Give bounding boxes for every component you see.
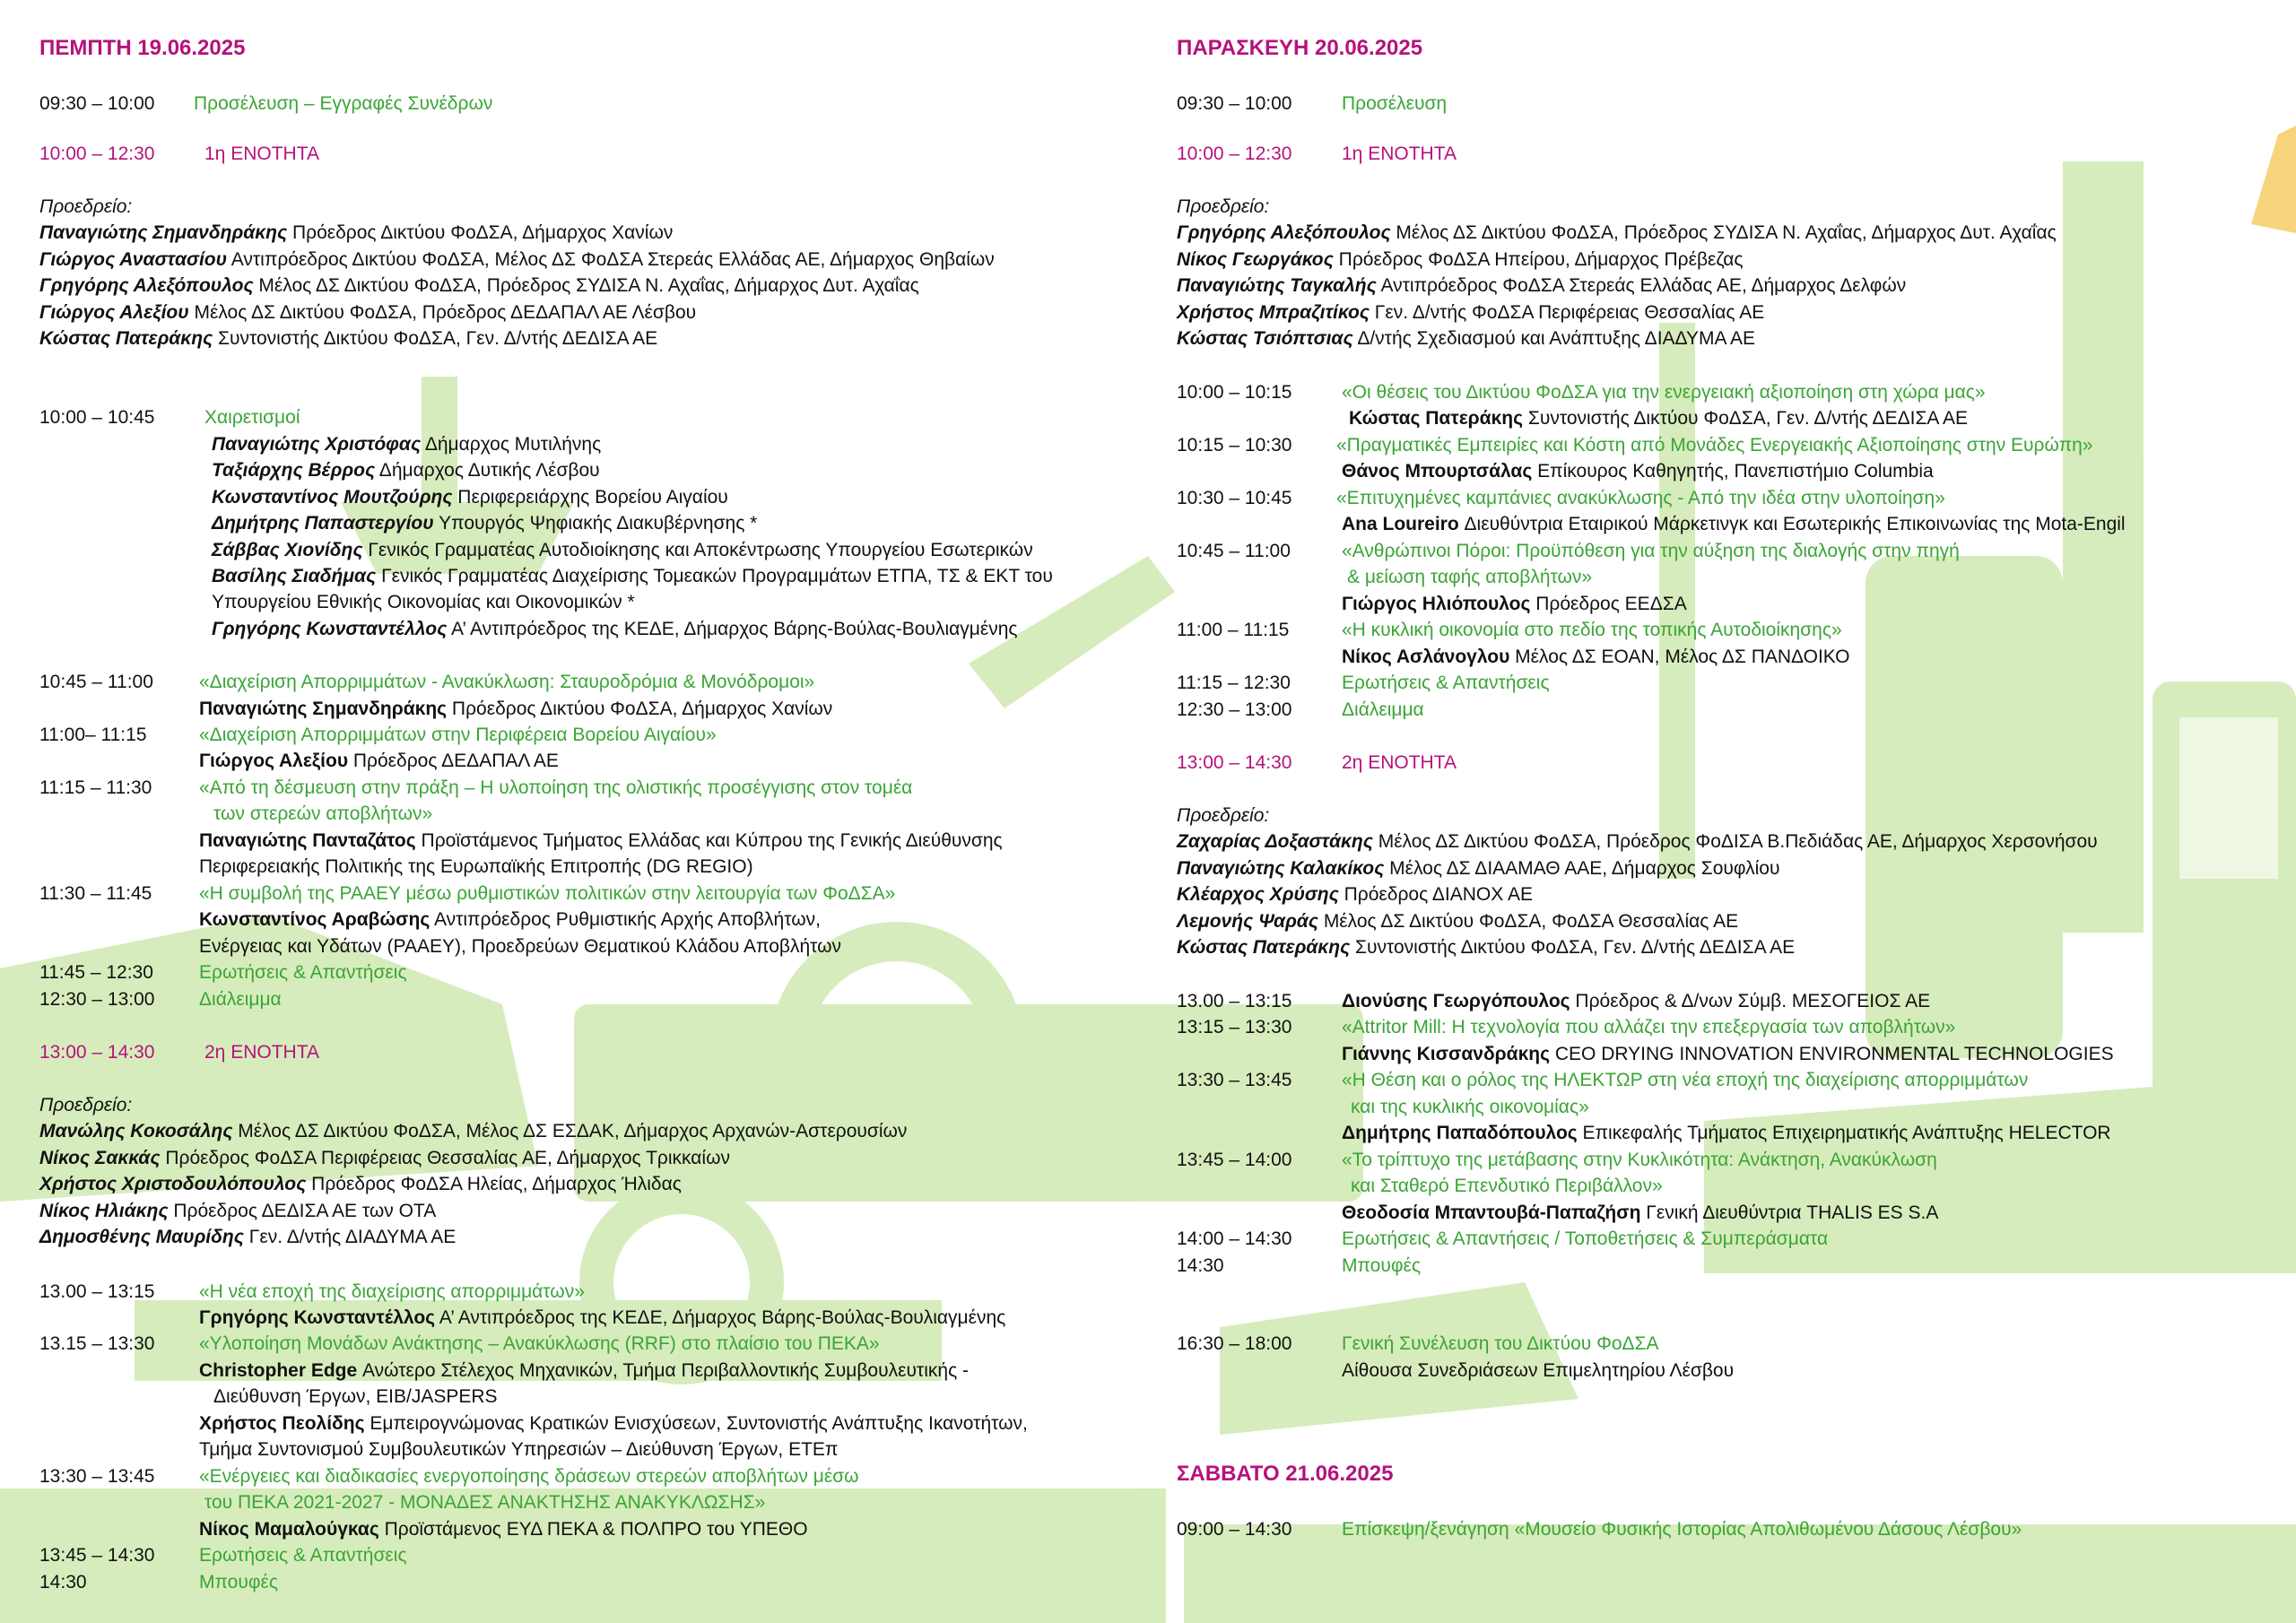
person-line: Λεμονής Ψαράς Μέλος ΔΣ Δικτύου ΦοΔΣΑ, ΦοΔΣΑ Θεσσαλίας ΑΕ: [1177, 911, 1739, 932]
session-row: [39, 1039, 319, 1065]
program-row: [39, 986, 282, 1012]
time: 16:30 – 18:00: [1177, 1333, 1292, 1354]
person-line: Γρηγόρης Κωνσταντέλλος Α’ Αντιπρόεδρος της ΚΕΔΕ, Δήμαρχος Βάρης-Βούλας-Βουλιαγμένης: [212, 619, 1018, 639]
person-line: Δημοσθένης Μαυρίδης Γεν. Δ/ντής ΔΙΑΔΥΜΑ ΑΕ: [39, 1227, 457, 1247]
session-title: 2η ΕΝΟΤΗΤΑ: [1342, 752, 1457, 773]
presidium-label: Προεδρείο:: [39, 1095, 133, 1115]
time: 13:30 – 13:45: [39, 1466, 155, 1487]
presidium-label: Προεδρείο:: [1177, 196, 1270, 217]
speaker-line: Νίκος Μαμαλούγκας Προϊστάμενος ΕΥΔ ΠΕΚΑ & ΠΟΛΠΡΟ του ΥΠΕΘΟ: [199, 1519, 808, 1540]
speaker-line: Θεοδοσία Μπαντουβά-Παπαζήση Γενική Διευθύντρια THALIS ES S.A: [1342, 1202, 1939, 1223]
time: 12:30 – 13:00: [1177, 699, 1292, 720]
session-title: Γενική Συνέλευση του Δικτύου ΦοΔΣΑ: [1342, 1333, 1659, 1354]
talk-title: «Επιτυχημένες καμπάνιες ανακύκλωσης - Από την ιδέα στην υλοποίηση»: [1336, 488, 1945, 508]
time: 11:15 – 12:30: [1177, 673, 1291, 693]
session-title: Διάλειμμα: [199, 989, 282, 1010]
speaker-line: Γρηγόρης Κωνσταντέλλος Α’ Αντιπρόεδρος της ΚΕΔΕ, Δήμαρχος Βάρης-Βούλας-Βουλιαγμένης: [199, 1307, 1006, 1328]
program-row: [1177, 670, 1550, 696]
person-line: Χρήστος Χριστοδουλόπουλος Πρόεδρος ΦοΔΣΑ Ηλείας, Δήμαρχος Ήλιδας: [39, 1174, 682, 1194]
talk-row: [1177, 1147, 1937, 1173]
talk-title: «Attritor Mill: Η τεχνολογία που αλλάζει την επεξεργασία των αποβλήτων»: [1342, 1017, 1956, 1037]
session-title: Ερωτήσεις & Απαντήσεις: [199, 962, 407, 983]
talk-row: [39, 1279, 585, 1305]
time: 14:30: [1177, 1255, 1224, 1276]
session-title: Προσέλευση – Εγγραφές Συνέδρων: [194, 93, 493, 114]
speaker-line: Γιώργος Αλεξίου Πρόεδρος ΔΕΔΑΠΑΛ ΑΕ: [199, 751, 559, 771]
person-line: Ταξιάρχης Βέρρος Δήμαρχος Δυτικής Λέσβου: [212, 460, 600, 481]
talk-row: [39, 881, 895, 907]
talk-title-cont: των στερεών αποβλήτων»: [213, 803, 433, 824]
time: 11:30 – 11:45: [39, 883, 152, 904]
speaker-line-cont: Περιφερειακής Πολιτικής της Ευρωπαϊκής Επιτροπής (DG REGIO): [199, 856, 753, 877]
time: 10:00 – 12:30: [39, 143, 155, 164]
session-title: Ερωτήσεις & Απαντήσεις / Τοποθετήσεις & Συμπεράσματα: [1342, 1228, 1829, 1249]
talk-row: [1177, 617, 1842, 643]
session-row: [1177, 750, 1457, 776]
building-shape: [1866, 556, 2063, 1058]
chimney-shape: [2063, 161, 2144, 933]
talk-row: [1177, 1014, 1955, 1040]
talk-row: [1177, 432, 2092, 458]
speaker-line: Δημήτρης Παπαδόπουλος Επικεφαλής Τμήματος Επιχειρηματικής Ανάπτυξης HELECTOR: [1342, 1123, 2111, 1143]
speaker-line: Κώστας Πατεράκης Συντονιστής Δικτύου ΦοΔΣΑ, Γεν. Δ/ντής ΔΕΔΙΣΑ ΑΕ: [1349, 408, 1968, 429]
time: 13:45 – 14:30: [39, 1545, 155, 1566]
talk-title-cont: του ΠΕΚΑ 2021-2027 - ΜΟΝΑΔΕΣ ΑΝΑΚΤΗΣΗΣ ΑΝΑΚΥΚΛΩΣΗΣ»: [204, 1492, 766, 1513]
program-row: [39, 91, 492, 117]
talk-title: «Από τη δέσμευση στην πράξη – Η υλοποίηση της ολιστικής προσέγγισης στον τομέα: [199, 777, 913, 798]
talk-title: «Διαχείριση Απορριμμάτων - Ανακύκλωση: Σταυροδρόμια & Μονόδρομοι»: [199, 672, 815, 692]
talk-row: [1177, 538, 1960, 564]
time: 10:15 – 10:30: [1177, 435, 1292, 456]
talk-row: [39, 1331, 880, 1357]
time: 14:00 – 14:30: [1177, 1228, 1292, 1249]
person-line: Κώστας Πατεράκης Συντονιστής Δικτύου ΦοΔΣΑ, Γεν. Δ/ντής ΔΕΔΙΣΑ ΑΕ: [39, 328, 658, 349]
session-title: Διάλειμμα: [1342, 699, 1424, 720]
person-line: Κλέαρχος Χρύσης Πρόεδρος ΔΙΑΝΟΧ ΑΕ: [1177, 884, 1533, 905]
speaker-line-cont: Ενέργειας και Υδάτων (ΡΑΑΕΥ), Προεδρεύων Θεματικού Κλάδου Αποβλήτων: [199, 936, 842, 957]
day-heading: ΣΑΒΒΑΤΟ 21.06.2025: [1177, 1462, 1394, 1486]
person-line: Γιώργος Αλεξίου Μέλος ΔΣ Δικτύου ΦοΔΣΑ, Πρόεδρος ΔΕΔΑΠΑΛ ΑΕ Λέσβου: [39, 302, 697, 323]
bus-window-shape: [2179, 717, 2278, 879]
session-title: 1η ΕΝΟΤΗΤΑ: [1342, 143, 1457, 164]
program-row: [1177, 697, 1424, 723]
person-line: Μανώλης Κοκοσάλης Μέλος ΔΣ Δικτύου ΦοΔΣΑ, Μέλος ΔΣ ΕΣΔΑΚ, Δήμαρχος Αρχανών-Αστερουσίων: [39, 1121, 908, 1141]
person-line: Κώστας Πατεράκης Συντονιστής Δικτύου ΦοΔΣΑ, Γεν. Δ/ντής ΔΕΔΙΣΑ ΑΕ: [1177, 937, 1796, 958]
time: 09:30 – 10:00: [39, 93, 155, 114]
program-row: [39, 404, 300, 430]
day-heading: ΠΑΡΑΣΚΕΥΗ 20.06.2025: [1177, 36, 1423, 60]
person-line: Δημήτρης Παπαστεργίου Υπουργός Ψηφιακής Διακυβέρνησης *: [212, 513, 758, 534]
talk-row: [1177, 1067, 2028, 1093]
session-title: 2η ΕΝΟΤΗΤΑ: [204, 1042, 319, 1063]
program-row: [1177, 1331, 1659, 1357]
talk-title: «Η συμβολή της ΡΑΑΕΥ μέσω ρυθμιστικών πολιτικών στην λειτουργία των ΦοΔΣΑ»: [199, 883, 896, 904]
time: 09:00 – 14:30: [1177, 1519, 1292, 1540]
program-row: [1177, 1253, 1421, 1279]
session-title: Ερωτήσεις & Απαντήσεις: [199, 1545, 407, 1566]
day-heading: ΠΕΜΠΤΗ 19.06.2025: [39, 36, 246, 60]
time: 13:30 – 13:45: [1177, 1070, 1292, 1090]
speaker-role: Πρόεδρος & Δ/νων Σύμβ. ΜΕΣΟΓΕΙΟΣ ΑΕ: [1570, 991, 1931, 1011]
speaker-line: Παναγιώτης Σημανδηράκης Πρόεδρος Δικτύου ΦοΔΣΑ, Δήμαρχος Χανίων: [199, 699, 833, 719]
session-row: [39, 141, 319, 167]
speaker-line: Κωνσταντίνος Αραβώσης Αντιπρόεδρος Ρυθμιστικής Αρχής Αποβλήτων,: [199, 909, 821, 930]
presidium-label: Προεδρείο:: [39, 196, 133, 217]
person-line: Νίκος Σακκάς Πρόεδρος ΦοΔΣΑ Περιφέρειας Θεσσαλίας ΑΕ, Δήμαρχος Τρικκαίων: [39, 1148, 730, 1168]
talk-title-cont: και της κυκλικής οικονομίας»: [1351, 1097, 1589, 1117]
talk-title: «Η κυκλική οικονομία στο πεδίο της τοπικής Αυτοδιοίκησης»: [1342, 620, 1842, 640]
session-title: Προσέλευση: [1342, 93, 1448, 114]
talk-title: «Ανθρώπινοι Πόροι: Προϋπόθεση για την αύξηση της διαλογής στην πηγή: [1342, 541, 1960, 561]
time: 12:30 – 13:00: [39, 989, 155, 1010]
speaker-line: Παναγιώτης Πανταζάτος Προϊστάμενος Τμήματος Ελλάδας και Κύπρου της Γενικής Διεύθυνσης: [199, 830, 1003, 851]
session-row: [1177, 141, 1457, 167]
talk-title-cont: και Σταθερό Επενδυτικό Περιβάλλον»: [1351, 1176, 1663, 1196]
time: 11:45 – 12:30: [39, 962, 153, 983]
program-row: [1177, 1516, 2022, 1542]
sun-shape: [2251, 126, 2296, 233]
person-line: Γρηγόρης Αλεξόπουλος Μέλος ΔΣ Δικτύου ΦοΔΣΑ, Πρόεδρος ΣΥΔΙΣΑ Ν. Αχαΐας, Δήμαρχος Δυτ. Αχαΐας: [39, 275, 919, 296]
talk-title: «Διαχείριση Απορριμμάτων στην Περιφέρεια Βορείου Αιγαίου»: [199, 725, 717, 745]
time: 13:00 – 14:30: [1177, 752, 1292, 773]
presidium-label: Προεδρείο:: [1177, 805, 1270, 826]
speaker-line: Γιάννης Κισσανδράκης CEO DRYING INNOVATION ENVIRONMENTAL TECHNOLOGIES: [1342, 1044, 2114, 1064]
time: 13.15 – 13:30: [39, 1333, 155, 1354]
time: 11:15 – 11:30: [39, 777, 152, 798]
time: 11:00– 11:15: [39, 725, 147, 745]
talk-row: [1177, 485, 1945, 511]
talk-row: [1177, 379, 1986, 405]
session-title: Χαιρετισμοί: [204, 407, 300, 428]
person-line: Σάββας Χιονίδης Γενικός Γραμματέας Αυτοδιοίκησης και Αποκέντρωσης Υπουργείου Εσωτερικών: [212, 540, 1033, 560]
talk-title: «Η νέα εποχή της διαχείρισης απορριμμάτων»: [199, 1281, 585, 1302]
session-title: 1η ΕΝΟΤΗΤΑ: [204, 143, 319, 164]
time: 13.00 – 13:15: [1177, 991, 1292, 1011]
talk-title: «Η Θέση και ο ρόλος της ΗΛΕΚΤΩΡ στη νέα εποχή της διαχείρισης απορριμμάτων: [1342, 1070, 2029, 1090]
person-line: Παναγιώτης Σημανδηράκης Πρόεδρος Δικτύου ΦοΔΣΑ, Δήμαρχος Χανίων: [39, 222, 674, 243]
talk-title-cont: & μείωση ταφής αποβλήτων»: [1347, 567, 1593, 587]
time: 09:30 – 10:00: [1177, 93, 1292, 114]
person-line: Ζαχαρίας Δοξαστάκης Μέλος ΔΣ Δικτύου ΦοΔΣΑ, Πρόεδρος ΦοΔΙΣΑ Β.Πεδιάδας ΑΕ, Δήμαρχος Χερσονήσου: [1177, 831, 2098, 852]
talk-row: [39, 669, 814, 695]
speaker-line: Christopher Edge Ανώτερο Στέλεχος Μηχανικών, Τμήμα Περιβαλλοντικής Συμβουλευτικής -: [199, 1360, 970, 1381]
time: 10:45 – 11:00: [39, 672, 153, 692]
person-line: Γιώργος Αναστασίου Αντιπρόεδρος Δικτύου ΦοΔΣΑ, Μέλος ΔΣ ΦοΔΣΑ Στερεάς Ελλάδας ΑΕ, Δήμαρχος Θηβαίων: [39, 249, 995, 270]
program-row: [39, 1542, 407, 1568]
speaker-line: Νίκος Ασλάνογλου Μέλος ΔΣ ΕΟΑΝ, Μέλος ΔΣ ΠΑΝΔΟΙΚΟ: [1342, 647, 1850, 667]
time: 13.00 – 13:15: [39, 1281, 155, 1302]
program-row: [39, 959, 407, 985]
talk-title: «Ενέργειες και διαδικασίες ενεργοποίησης δράσεων στερεών αποβλήτων μέσω: [199, 1466, 859, 1487]
speaker-line-cont: Τμήμα Συντονισμού Συμβουλευτικών Υπηρεσιών – Διεύθυνση Έργων, ΕΤΕπ: [199, 1439, 839, 1460]
person-line: Κωνσταντίνος Μουτζούρης Περιφερειάρχης Βορείου Αιγαίου: [212, 487, 728, 508]
person-line-cont: Υπουργείου Εθνικής Οικονομίας και Οικονομικών *: [212, 592, 635, 612]
person-line: Παναγιώτης Ταγκαλής Αντιπρόεδρος ΦοΔΣΑ Στερεάς Ελλάδας ΑΕ, Δήμαρχος Δελφών: [1177, 275, 1907, 296]
time: 13:15 – 13:30: [1177, 1017, 1292, 1037]
time: 10:00 – 12:30: [1177, 143, 1292, 164]
time: 13:00 – 14:30: [39, 1042, 155, 1063]
talk-title: «Υλοποίηση Μονάδων Ανάκτησης – Ανακύκλωσης (RRF) στο πλαίσιο του ΠΕΚΑ»: [199, 1333, 880, 1354]
person-line: Νίκος Ηλιάκης Πρόεδρος ΔΕΔΙΣΑ ΑΕ των ΟΤΑ: [39, 1201, 437, 1221]
time: 10:00 – 10:45: [39, 407, 155, 428]
session-title: Ερωτήσεις & Απαντήσεις: [1342, 673, 1550, 693]
session-title: Μπουφές: [199, 1572, 278, 1593]
person-line: Κώστας Τσιόπτσιας Δ/ντής Σχεδιασμού και Ανάπτυξης ΔΙΑΔΥΜΑ ΑΕ: [1177, 328, 1756, 349]
talk-title: «Το τρίπτυχο της μετάβασης στην Κυκλικότητα: Ανάκτηση, Ανακύκλωση: [1342, 1150, 1937, 1170]
program-row: [1177, 91, 1447, 117]
talk-title: «Οι θέσεις του Δικτύου ΦοΔΣΑ για την ενεργειακή αξιοποίηση στη χώρα μας»: [1342, 382, 1986, 403]
speaker-line: Ana Loureiro Διευθύντρια Εταιρικού Μάρκετινγκ και Εσωτερικής Επικοινωνίας της Mota-Engil: [1342, 514, 2126, 534]
person-line: Βασίλης Σιαδήμας Γενικός Γραμματέας Διαχείρισης Τομεακών Προγραμμάτων ΕΤΠΑ, ΤΣ & ΕΚΤ του: [212, 566, 1053, 586]
venue-line: Αίθουσα Συνεδριάσεων Επιμελητηρίου Λέσβου: [1342, 1360, 1735, 1381]
program-row: [39, 1569, 278, 1595]
person-line: Γρηγόρης Αλεξόπουλος Μέλος ΔΣ Δικτύου ΦοΔΣΑ, Πρόεδρος ΣΥΔΙΣΑ Ν. Αχαΐας, Δήμαρχος Δυτ. Αχαΐας: [1177, 222, 2057, 243]
time: 14:30: [39, 1572, 87, 1593]
talk-title: «Πραγματικές Εμπειρίες και Κόστη από Μονάδες Ενεργειακής Αξιοποίησης στην Ευρώπη»: [1336, 435, 2093, 456]
session-title: Επίσκεψη/ξενάγηση «Μουσείο Φυσικής Ιστορίας Απολιθωμένου Δάσους Λέσβου»: [1342, 1519, 2022, 1540]
speaker-line: Γιώργος Ηλιόπουλος Πρόεδρος ΕΕΔΣΑ: [1342, 594, 1687, 614]
time: 10:45 – 11:00: [1177, 541, 1291, 561]
time: 10:00 – 10:15: [1177, 382, 1292, 403]
speaker-line: Θάνος Μπουρτσάλας Επίκουρος Καθηγητής, Πανεπιστήμιο Columbia: [1342, 461, 1934, 482]
session-title: Μπουφές: [1342, 1255, 1421, 1276]
talk-row: [39, 775, 912, 801]
talk-row: [39, 722, 717, 748]
speaker-line-cont: Διεύθυνση Έργων, EIB/JASPERS: [213, 1386, 498, 1407]
program-row: [1177, 1226, 1828, 1252]
speaker-line: Χρήστος Πεολίδης Εμπειρογνώμονας Κρατικών Ενισχύσεων, Συντονιστής Ανάπτυξης Ικανοτήτων,: [199, 1413, 1028, 1434]
person-line: Νίκος Γεωργάκος Πρόεδρος ΦοΔΣΑ Ηπείρου, Δήμαρχος Πρέβεζας: [1177, 249, 1744, 270]
person-line: Παναγιώτης Καλακίκος Μέλος ΔΣ ΔΙΑΑΜΑΘ ΑΑΕ, Δήμαρχος Σουφλίου: [1177, 858, 1780, 879]
speaker-name: Διονύσης Γεωργόπουλος: [1342, 991, 1570, 1011]
time: 10:30 – 10:45: [1177, 488, 1292, 508]
talk-row: [39, 1463, 859, 1489]
talk-row: [1177, 988, 1930, 1014]
time: 13:45 – 14:00: [1177, 1150, 1292, 1170]
time: 11:00 – 11:15: [1177, 620, 1290, 640]
person-line: Χρήστος Μπραζιτίκος Γεν. Δ/ντής ΦοΔΣΑ Περιφέρειας Θεσσαλίας ΑΕ: [1177, 302, 1765, 323]
person-line: Παναγιώτης Χριστόφας Δήμαρχος Μυτιλήνης: [212, 434, 602, 455]
